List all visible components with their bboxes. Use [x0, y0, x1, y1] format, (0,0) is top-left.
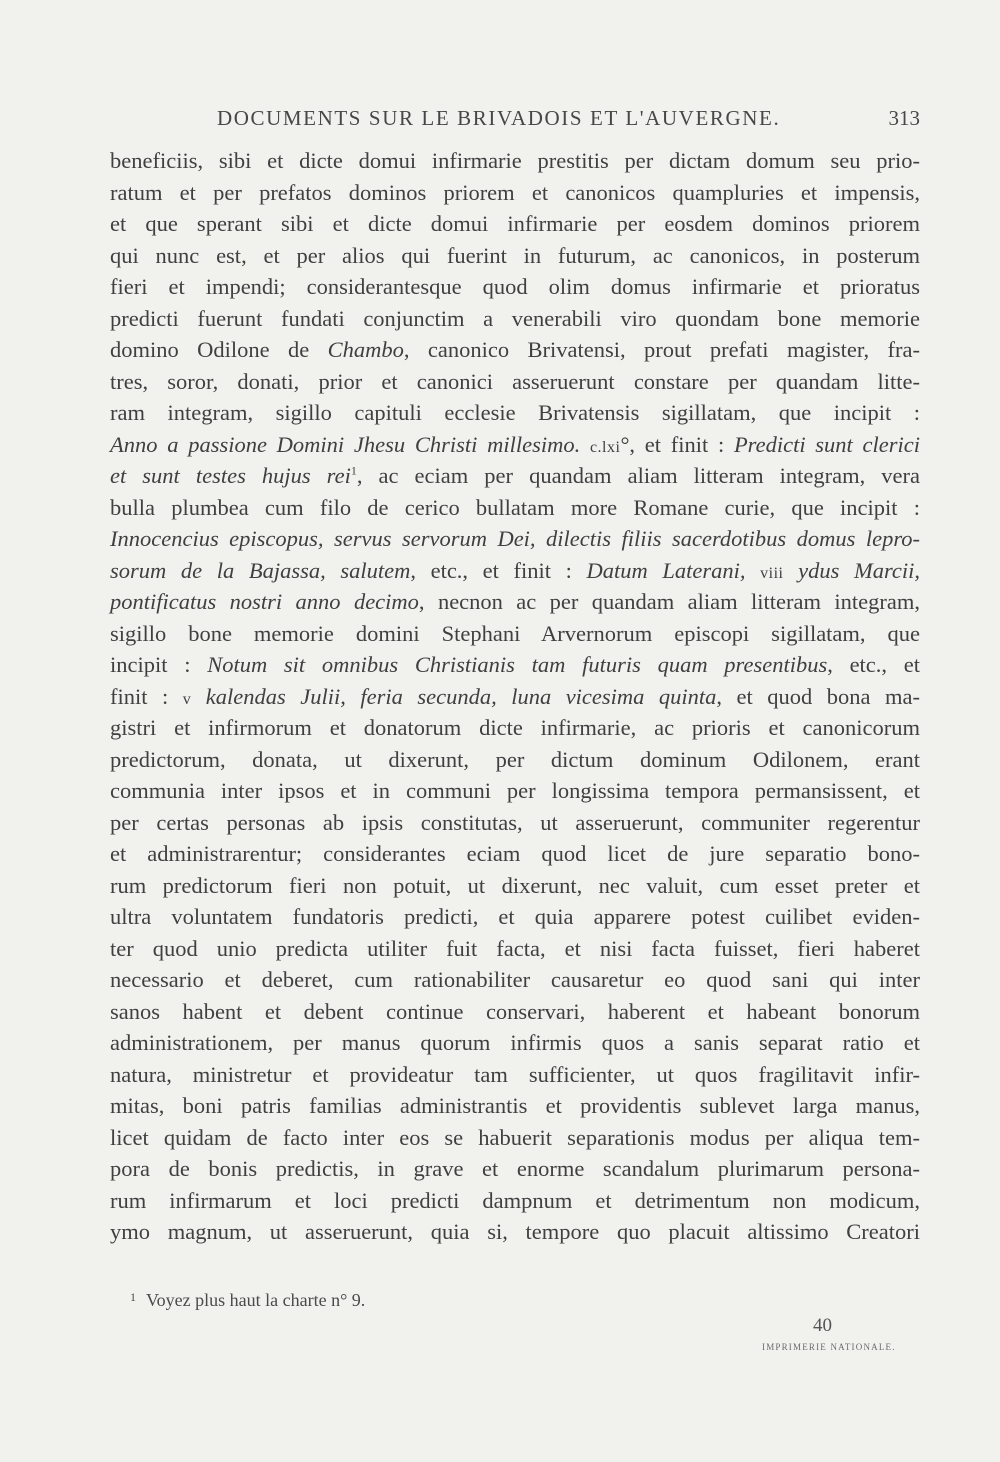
- body-text: [110, 145, 920, 1248]
- text-line: [110, 208, 920, 240]
- text-line: [110, 334, 920, 366]
- text-span: necessario et deberet, cum rationabiliter causaretur eo quod sani qui inter: [110, 967, 920, 992]
- text-line: [110, 838, 920, 870]
- footnote-text: Voyez plus haut la charte n° 9.: [146, 1290, 366, 1310]
- italic-span: Innocencius episcopus, servus servorum Dei, dilectis filiis sacerdotibus domus lepro-: [110, 526, 920, 551]
- text-span: °, et finit :: [620, 431, 734, 457]
- text-line: [110, 1090, 920, 1122]
- text-span: qui nunc est, et per alios qui fuerint in futurum, ac canonicos, in posterum: [110, 242, 920, 268]
- roman-numeral: v: [182, 690, 192, 708]
- text-line: [110, 177, 920, 209]
- text-span: , etc., et finit :: [410, 557, 587, 583]
- text-line: [110, 1153, 920, 1185]
- text-line: [110, 523, 920, 555]
- text-span: beneficiis, sibi et dicte domui infirmarie prestitis per dictam domum seu prio-: [110, 148, 920, 173]
- text-span: predictorum, donata, ut dixerunt, per dictum dominum Odilonem, erant: [110, 746, 920, 772]
- text-span: predicti fuerunt fundati conjunctim a venerabili viro quondam bone memorie: [110, 305, 920, 331]
- text-span: et administrarentur; considerantes eciam quod licet de jure separatio bono-: [110, 841, 920, 866]
- text-line: [110, 555, 920, 587]
- text-line: [110, 775, 920, 807]
- roman-numeral: c.lxi: [589, 438, 621, 456]
- text-span: bulla plumbea cum filo de cerico bullatam more Romane curie, que incipit :: [110, 494, 920, 520]
- italic-span: Chambo: [327, 337, 404, 362]
- text-span: sigillo bone memorie domini Stephani Arvernorum episcopi sigillatam, que: [110, 620, 920, 646]
- footnote: [130, 1290, 365, 1311]
- text-span: , et quod bona ma-: [716, 683, 920, 709]
- text-span: tres, soror, donati, prior et canonici asseruerunt constare per quandam litte-: [110, 368, 920, 394]
- text-line: [110, 303, 920, 335]
- text-span: , canonico Brivatensi, prout prefati magister, fra-: [403, 337, 920, 362]
- text-line: [110, 618, 920, 650]
- text-span: licet quidam de facto inter eos se habuerit separationis modus per aliqua tem-: [110, 1124, 920, 1150]
- text-span: administrationem, per manus quorum infirmis quos a sanis separat ratio et: [110, 1030, 920, 1055]
- italic-span: ydus Marcii,: [783, 557, 920, 583]
- text-span: communia inter ipsos et in communi per longissima tempora permansissent, et: [110, 778, 920, 803]
- imprint-line: IMPRIMERIE NATIONALE.: [762, 1342, 896, 1352]
- text-line: [110, 901, 920, 933]
- text-span: fieri et impendi; considerantesque quod olim domus infirmarie et prioratus: [110, 274, 920, 299]
- text-span: incipit :: [110, 652, 208, 677]
- italic-span: et sunt testes hujus rei: [110, 463, 351, 488]
- italic-span: pontificatus nostri anno decimo: [110, 589, 419, 614]
- text-line: [110, 933, 920, 965]
- text-line: [110, 397, 920, 429]
- footnote-mark: 1: [130, 1290, 136, 1304]
- text-span: rum infirmarum et loci predicti dampnum et detrimentum non modicum,: [110, 1187, 920, 1213]
- text-span: ultra voluntatem fundatoris predicti, et quia apparere potest cuilibet eviden-: [110, 904, 920, 929]
- text-line: [110, 492, 920, 524]
- text-span: ter quod unio predicta utiliter fuit facta, et nisi facta fuisset, fieri haberet: [110, 935, 920, 961]
- text-span: sanos habent et debent continue conservari, haberent et habeant bonorum: [110, 998, 920, 1024]
- italic-span: sorum de la Bajassa, salutem: [110, 557, 411, 583]
- text-line: [110, 366, 920, 398]
- text-span: ratum et per prefatos dominos priorem et canonicos quampluries et impensis,: [110, 179, 920, 205]
- text-line: [110, 145, 920, 177]
- text-span: mitas, boni patris familias administrantis et providentis sublevet larga manus,: [110, 1093, 920, 1118]
- page-number: 313: [888, 106, 920, 130]
- text-line: [110, 1122, 920, 1154]
- text-line: [110, 744, 920, 776]
- text-line: [110, 1185, 920, 1217]
- text-span: rum predictorum fieri non potuit, ut dixerunt, nec valuit, cum esset preter et: [110, 872, 920, 898]
- footnote-reference: 1: [350, 463, 357, 478]
- text-line: [110, 870, 920, 902]
- italic-span: Notum sit omnibus Christianis tam futuris quam presentibus: [207, 652, 828, 677]
- text-line: [110, 460, 920, 492]
- text-line: [110, 807, 920, 839]
- text-line: [110, 964, 920, 996]
- text-span: per certas personas ab ipsis constitutas, ut asseruerunt, communiter regerentur: [110, 809, 920, 835]
- text-span: , ac eciam per quandam aliam litteram integram, vera: [356, 463, 920, 488]
- text-line: [110, 271, 920, 303]
- text-line: [110, 429, 920, 461]
- roman-numeral: viii: [760, 564, 784, 582]
- text-line: [110, 586, 920, 618]
- text-line: [110, 1027, 920, 1059]
- text-span: , necnon ac per quandam aliam litteram integram,: [418, 589, 920, 614]
- text-span: natura, ministretur et provideatur tam sufficienter, ut quos fragilitavit infir-: [110, 1061, 920, 1087]
- text-span: finit :: [110, 683, 183, 709]
- text-line: [110, 240, 920, 272]
- text-line: [110, 712, 920, 744]
- text-line: [110, 1059, 920, 1091]
- text-span: , etc., et: [827, 652, 920, 677]
- running-title: DOCUMENTS SUR LE BRIVADOIS ET L'AUVERGNE.: [217, 106, 781, 130]
- text-span: domino Odilone de: [110, 337, 328, 362]
- running-head: [110, 106, 920, 136]
- text-span: gistri et infirmorum et donatorum dicte infirmarie, ac prioris et canonicorum: [110, 715, 920, 740]
- text-span: et que sperant sibi et dicte domui infirmarie per eosdem dominos priorem: [110, 211, 920, 236]
- italic-span: Datum Laterani,: [586, 557, 761, 583]
- text-line: [110, 996, 920, 1028]
- signature-mark: 40: [813, 1315, 832, 1336]
- text-span: ymo magnum, ut asseruerunt, quia si, tempore quo placuit altissimo Creatori: [110, 1219, 920, 1244]
- italic-span: kalendas Julii, feria secunda, luna vicesima quinta: [191, 683, 717, 709]
- text-line: [110, 681, 920, 713]
- text-line: [110, 649, 920, 681]
- text-span: ram integram, sigillo capituli ecclesie Brivatensis sigillatam, que incipit :: [110, 400, 920, 425]
- italic-span: Predicti sunt clerici: [733, 431, 921, 457]
- italic-span: Anno a passione Domini Jhesu Christi millesimo.: [110, 431, 590, 457]
- text-span: pora de bonis predictis, in grave et enorme scandalum plurimarum persona-: [110, 1156, 920, 1181]
- text-line: [110, 1216, 920, 1248]
